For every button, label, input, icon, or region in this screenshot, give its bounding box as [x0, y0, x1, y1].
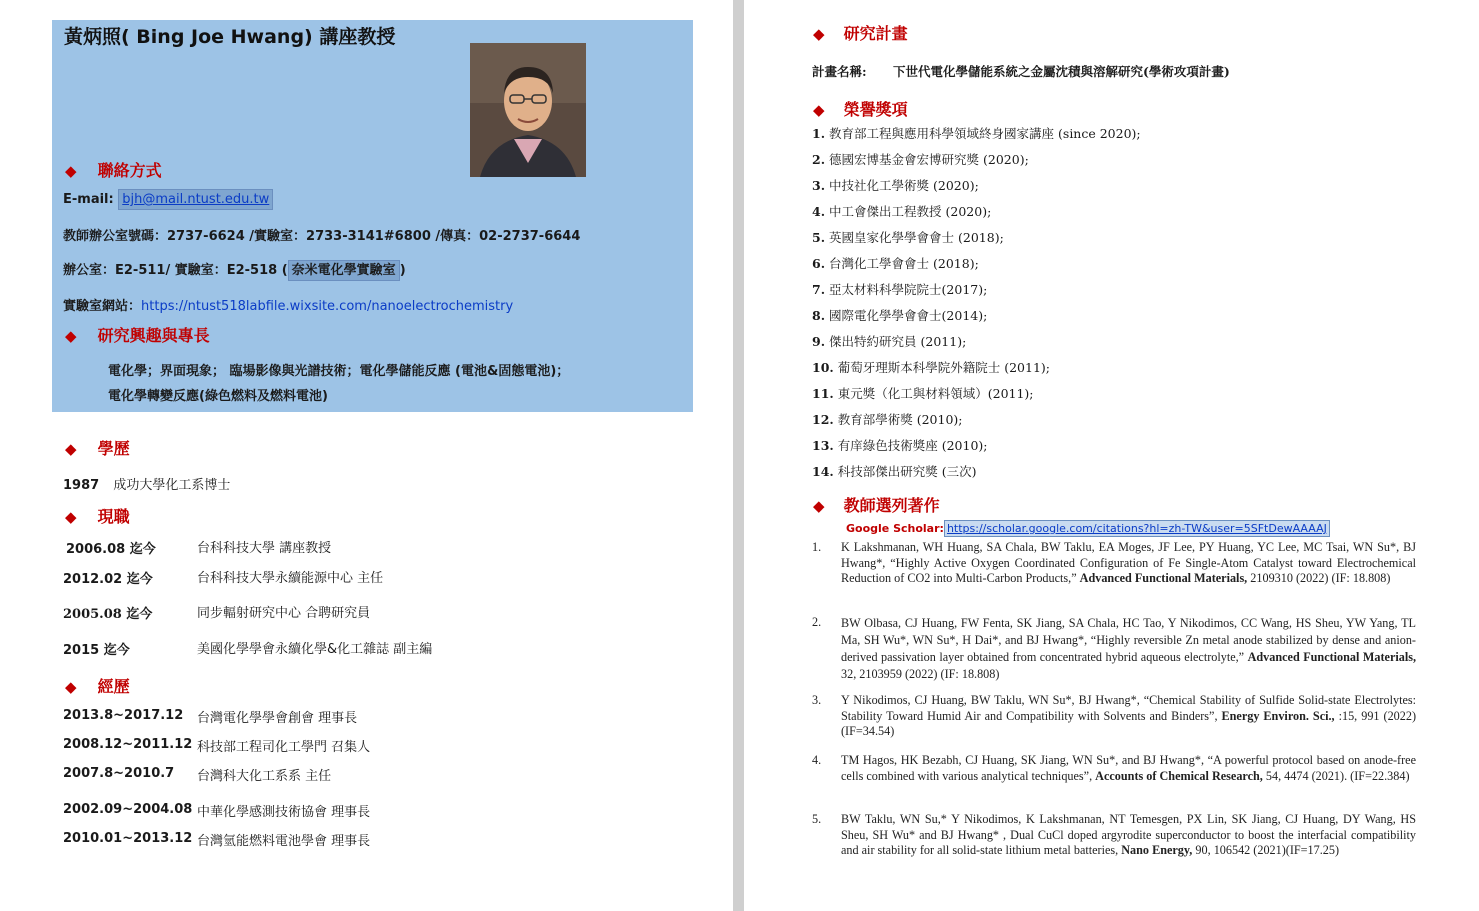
office-row: 辦公室：E2-511/ 實驗室：E2-518 ( 奈米電化學實驗室 ) [63, 259, 406, 278]
research-section-heading: ◆ 研究興趣與專長 [65, 326, 210, 345]
honor-item: 7. 亞太材料科學院院士(2017); [812, 282, 988, 297]
honor-item: 6. 台灣化工學會會士 (2018); [812, 256, 979, 271]
publication-item: 4. TM Hagos, HK Bezabh, CJ Huang, SK Jiang, WN Su*, and BJ Hwang*, “A powerful protocol based on anode-free cells combined with various analytical techniques”, Accounts of Chemical Research, 54, 4474 (2021). (IF=22.384) [812, 753, 1416, 783]
current-date: 2015 迄今 [63, 643, 130, 658]
honor-item: 13. 有庠綠色技術獎座 (2010); [812, 438, 988, 453]
page-title: 黃炳照( Bing Joe Hwang) 講座教授 [64, 26, 396, 48]
project-section-heading: ◆ 研究計畫 [813, 24, 908, 43]
honor-item: 2. 德國宏博基金會宏博研究獎 (2020); [812, 152, 1029, 167]
honor-item: 3. 中技社化工學術獎 (2020); [812, 178, 979, 193]
experience-desc: 中華化學感測技術協會 理事長 [197, 805, 371, 820]
diamond-bullet-icon: ◆ [65, 162, 77, 180]
diamond-bullet-icon: ◆ [65, 508, 77, 526]
current-desc: 台科科技大學永續能源中心 主任 [197, 571, 384, 586]
diamond-bullet-icon: ◆ [813, 497, 825, 515]
project-row: 計畫名稱: 下世代電化學儲能系統之金屬沈積與溶解研究(學術攻項計畫) [812, 64, 1230, 79]
publication-item: 5. BW Taklu, WN Su,* Y Nikodimos, K Lakshmanan, NT Temesgen, PX Lin, SK Jiang, CJ Huang, DY Wang, HS Sheu, SH Wu* and BJ Hwang* , Dual CuCl doped argyrodite superconductor to boost the interfacial compatibility and air stability for all solid-state lithium metal batteries, Nano Energy, 90, 106542 (2021)(IF=17.25) [812, 812, 1416, 857]
page-divider [733, 0, 744, 911]
lab-name-tag: 奈米電化學實驗室 [288, 260, 400, 281]
experience-desc: 台灣科大化工系系 主任 [197, 769, 332, 784]
experience-date: 2013.8~2017.12 [63, 708, 184, 723]
website-row: 實驗室網站：https://ntust518labfile.wixsite.com/nanoelectrochemistry [63, 299, 514, 314]
honor-item: 8. 國際電化學學會會士(2014); [812, 308, 988, 323]
google-scholar-row: Google Scholar: https://scholar.google.com/citations?hl=zh-TW&user=5SFtDewAAAAJ [846, 522, 1330, 535]
contact-section-heading: ◆ 聯絡方式 [65, 161, 162, 180]
experience-date: 2002.09~2004.08 [63, 802, 193, 817]
experience-desc: 科技部工程司化工學門 召集人 [197, 740, 371, 755]
current-section-heading: ◆ 現職 [65, 507, 130, 526]
honor-item: 10. 葡萄牙理斯本科學院外籍院士 (2011); [812, 360, 1050, 375]
experience-date: 2007.8~2010.7 [63, 766, 175, 781]
research-line-2: 電化學轉變反應(綠色燃料及燃料電池) [108, 389, 328, 404]
profile-header-box [52, 20, 693, 412]
current-date: 2005.08 迄今 [63, 607, 153, 622]
lab-website-link[interactable]: https://ntust518labfile.wixsite.com/nanoelectrochemistry [141, 299, 514, 314]
diamond-bullet-icon: ◆ [813, 101, 825, 119]
honor-item: 5. 英國皇家化學學會會士 (2018); [812, 230, 1004, 245]
publication-item: 3. Y Nikodimos, CJ Huang, BW Taklu, WN Su*, BJ Hwang*, “Chemical Stability of Sulfide Solid-state Electrolytes: Stability Toward Humid Air and Compatibility with Solvents and Binders”, Energy Environ. Sci., :15, 991 (2022)(IF=34.54) [812, 693, 1417, 738]
education-section-heading: ◆ 學歷 [65, 439, 130, 458]
current-date: 2012.02 迄今 [63, 572, 153, 587]
diamond-bullet-icon: ◆ [813, 25, 825, 43]
research-line-1: 電化學；界面現象； 臨場影像與光譜技術；電化學儲能反應 (電池&固態電池)； [108, 364, 570, 379]
publication-item: 2. BW Olbasa, CJ Huang, FW Fenta, SK Jiang, SA Chala, HC Tao, Y Nikodimos, CC Wang, HS Sheu, YW Yang, TL Ma, SH Wu*, WN Su*, H Dai*, and BJ Hwang*, “Highly reversible Zn metal anode stabilized by dense and anion-derived passivation layer obtained from concentrated hybrid aqueous electrolyte,” Advanced Functional Materials, 32, 2103959 (2022) (IF: 18.808) [812, 615, 1417, 681]
email-row: E-mail: bjh@mail.ntust.edu.tw [63, 192, 273, 207]
publications-section-heading: ◆ 教師選列著作 [813, 496, 940, 515]
education-item: 1987 成功大學化工系博士 [63, 478, 231, 493]
publication-item: 1. K Lakshmanan, WH Huang, SA Chala, BW Taklu, EA Moges, JF Lee, PY Huang, YC Lee, MC Tsai, WN Su*, BJ Hwang*, “Highly Active Oxygen Coordinated Configuration of Fe Single-Atom Catalyst toward Electrochemical Reduction of CO2 into Multi-Carbon Products,” Advanced Functional Materials, 2109310 (2022) (IF: 18.808) [812, 540, 1416, 585]
phone-row: 教師辦公室號碼：2737-6624 /實驗室：2733-3141#6800 /傳真：02-2737-6644 [63, 229, 581, 244]
google-scholar-link[interactable]: https://scholar.google.com/citations?hl=zh-TW&user=5SFtDewAAAAJ [944, 520, 1330, 537]
current-desc: 美國化學學會永續化學&化工雜誌 副主編 [197, 642, 433, 657]
email-link[interactable]: bjh@mail.ntust.edu.tw [118, 189, 273, 210]
current-date: 2006.08 迄今 [66, 542, 156, 557]
honor-item: 14. 科技部傑出研究獎 (三次) [812, 464, 977, 479]
current-desc: 台科科技大學 講座教授 [197, 541, 332, 556]
experience-desc: 台灣電化學學會創會 理事長 [197, 711, 358, 726]
current-desc: 同步輻射研究中心 合聘研究員 [197, 606, 371, 621]
left-page [0, 0, 733, 911]
diamond-bullet-icon: ◆ [65, 440, 77, 458]
honors-section-heading: ◆ 榮譽獎項 [813, 100, 908, 119]
experience-section-heading: ◆ 經歷 [65, 677, 130, 696]
honor-item: 4. 中工會傑出工程教授 (2020); [812, 204, 992, 219]
honor-item: 11. 東元獎（化工與材料領域）(2011); [812, 386, 1034, 401]
honor-item: 1. 教育部工程與應用科學領域終身國家講座 (since 2020); [812, 126, 1141, 141]
diamond-bullet-icon: ◆ [65, 678, 77, 696]
honor-item: 9. 傑出特約研究員 (2011); [812, 334, 967, 349]
experience-date: 2010.01~2013.12 [63, 831, 193, 846]
diamond-bullet-icon: ◆ [65, 327, 77, 345]
profile-photo [470, 43, 586, 177]
honor-item: 12. 教育部學術獎 (2010); [812, 412, 963, 427]
experience-date: 2008.12~2011.12 [63, 737, 193, 752]
experience-desc: 台灣氫能燃料電池學會 理事長 [197, 834, 371, 849]
